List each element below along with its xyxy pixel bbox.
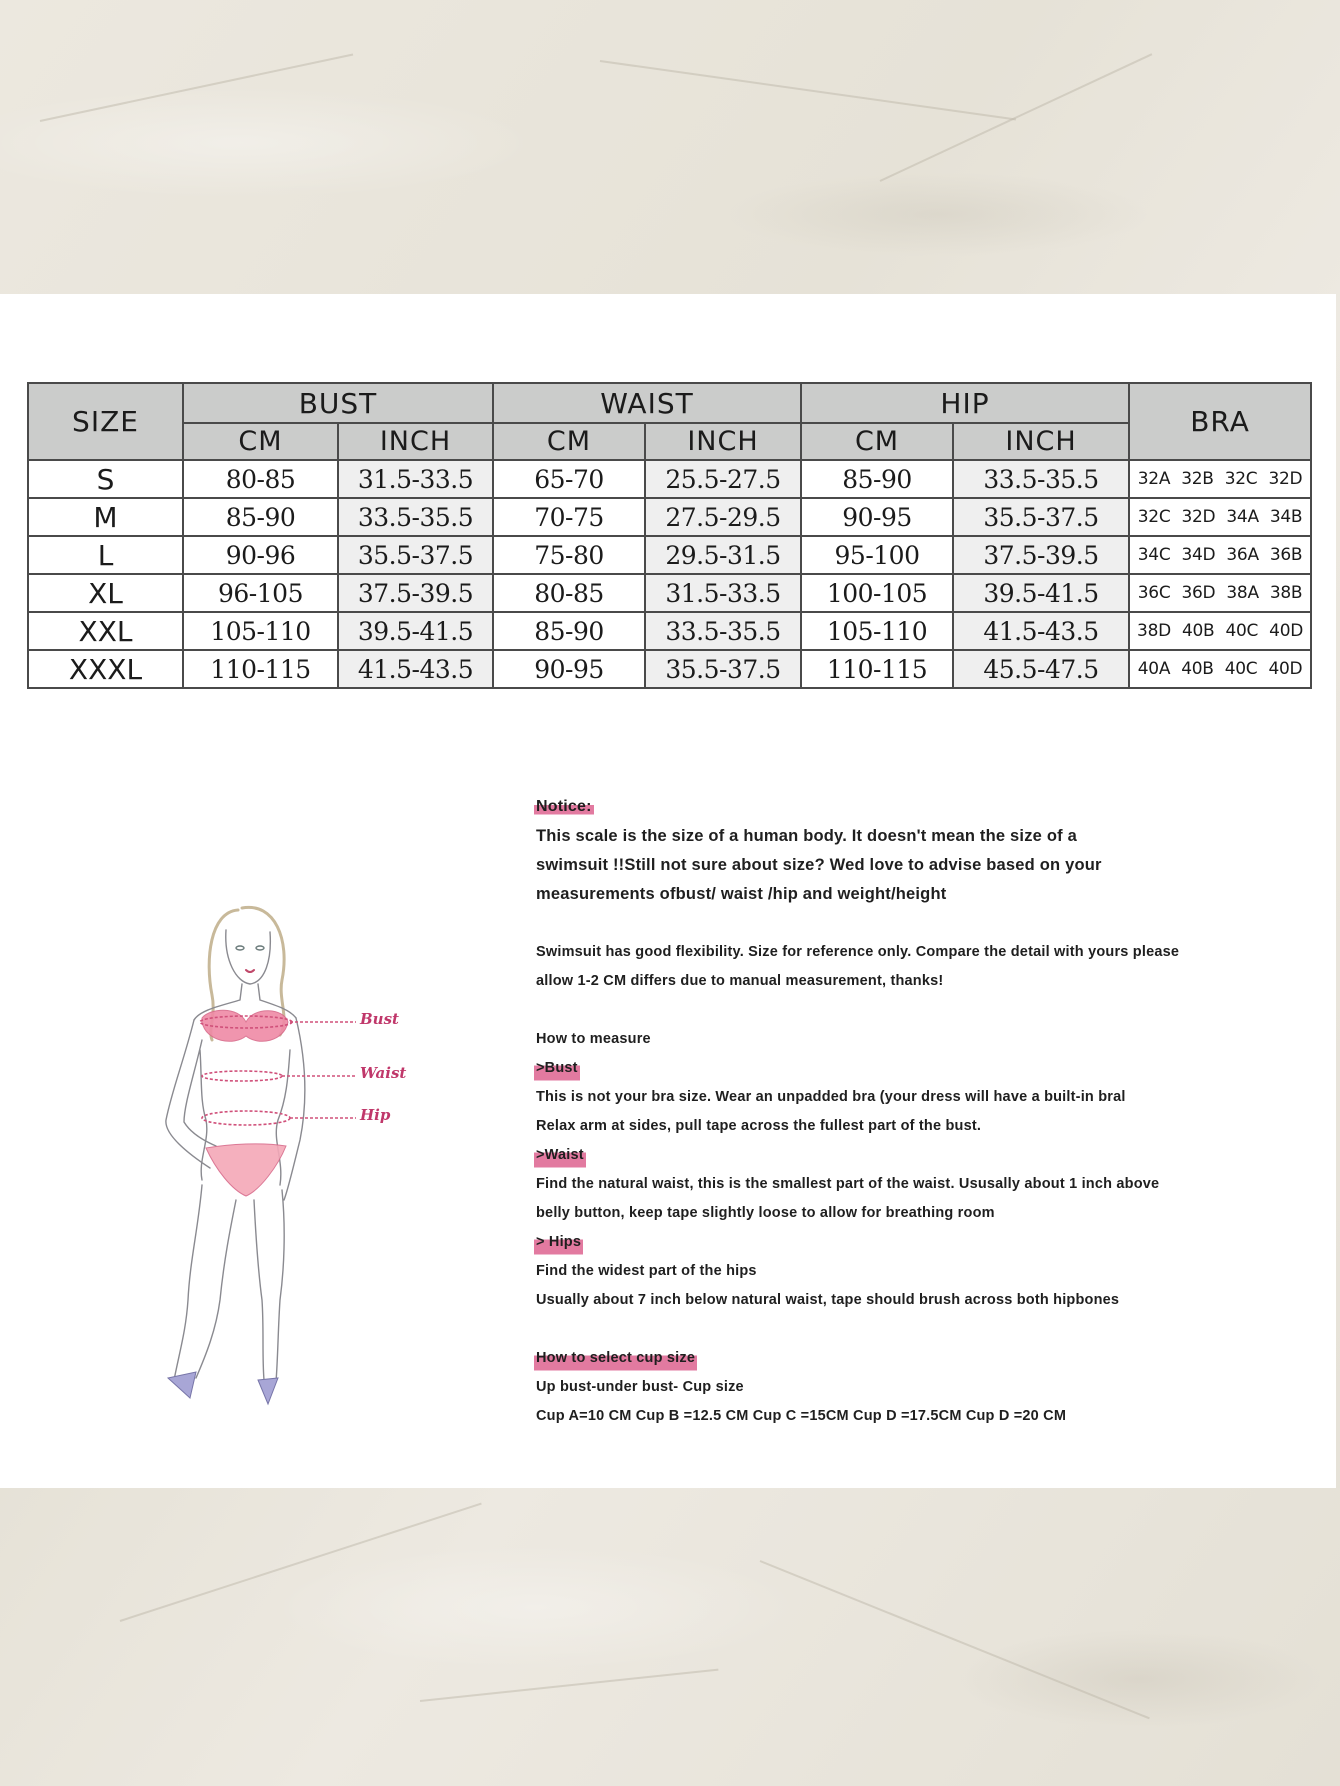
header-waist-inch: INCH bbox=[645, 423, 801, 460]
hip-inch: 35.5-37.5 bbox=[953, 498, 1129, 536]
hip-cm: 90-95 bbox=[801, 498, 953, 536]
waist-cm: 70-75 bbox=[493, 498, 645, 536]
size-label: M bbox=[28, 498, 183, 536]
background-texture bbox=[760, 1560, 1150, 1719]
hips-line: Usually about 7 inch below natural waist, tape should brush across both hipbones bbox=[536, 1292, 1120, 1308]
hips-line: Find the widest part of the hips bbox=[536, 1263, 757, 1279]
size-label: XL bbox=[28, 574, 183, 612]
hip-label: Hip bbox=[360, 1106, 391, 1124]
header-size: SIZE bbox=[28, 383, 183, 460]
background-texture bbox=[880, 53, 1153, 182]
bust-heading: >Bust bbox=[536, 1054, 580, 1083]
hip-cm: 110-115 bbox=[801, 650, 953, 688]
background-texture bbox=[420, 1669, 719, 1702]
hip-cm: 105-110 bbox=[801, 612, 953, 650]
how-to-measure-heading: How to measure bbox=[536, 1031, 651, 1047]
header-hip-cm: CM bbox=[801, 423, 953, 460]
background-texture bbox=[40, 53, 353, 121]
waist-heading: >Waist bbox=[536, 1141, 586, 1170]
bra-sizes: 38D 40B 40C 40D bbox=[1129, 612, 1311, 650]
bust-cm: 110-115 bbox=[183, 650, 338, 688]
cup-size-heading: How to select cup size bbox=[536, 1344, 697, 1373]
table-row bbox=[28, 574, 1311, 612]
notice-line: measurements ofbust/ waist /hip and weight/height bbox=[536, 885, 947, 903]
waist-cm: 65-70 bbox=[493, 460, 645, 498]
header-waist-cm: CM bbox=[493, 423, 645, 460]
waist-label: Waist bbox=[360, 1064, 407, 1082]
size-chart-table bbox=[27, 382, 1312, 689]
size-label: S bbox=[28, 460, 183, 498]
waist-line: Find the natural waist, this is the smallest part of the waist. Ususally about 1 inch above bbox=[536, 1176, 1160, 1192]
hip-inch: 33.5-35.5 bbox=[953, 460, 1129, 498]
notice-line: This scale is the size of a human body. It doesn't mean the size of a bbox=[536, 827, 1077, 845]
notice-line: swimsuit !!Still not sure about size? Wed love to advise based on your bbox=[536, 856, 1102, 874]
bust-inch: 39.5-41.5 bbox=[338, 612, 493, 650]
hip-cm: 100-105 bbox=[801, 574, 953, 612]
hip-inch: 37.5-39.5 bbox=[953, 536, 1129, 574]
body-measurement-illustration bbox=[150, 900, 450, 1410]
waist-cm: 90-95 bbox=[493, 650, 645, 688]
header-bust: BUST bbox=[183, 383, 493, 423]
bust-line: Relax arm at sides, pull tape across the fullest part of the bust. bbox=[536, 1118, 982, 1134]
flexibility-line: Swimsuit has good flexibility. Size for reference only. Compare the detail with yours please bbox=[536, 944, 1180, 960]
bust-cm: 85-90 bbox=[183, 498, 338, 536]
header-bra: BRA bbox=[1129, 383, 1311, 460]
bust-cm: 96-105 bbox=[183, 574, 338, 612]
bust-inch: 35.5-37.5 bbox=[338, 536, 493, 574]
bra-sizes: 34C 34D 36A 36B bbox=[1129, 536, 1311, 574]
waist-inch: 27.5-29.5 bbox=[645, 498, 801, 536]
cup-size-line: Cup A=10 CM Cup B =12.5 CM Cup C =15CM Cup D =17.5CM Cup D =20 CM bbox=[536, 1408, 1067, 1424]
header-hip-inch: INCH bbox=[953, 423, 1129, 460]
waist-cm: 85-90 bbox=[493, 612, 645, 650]
waist-inch: 29.5-31.5 bbox=[645, 536, 801, 574]
bust-line: This is not your bra size. Wear an unpadded bra (your dress will have a built-in bral bbox=[536, 1089, 1126, 1105]
bust-cm: 90-96 bbox=[183, 536, 338, 574]
background-texture bbox=[120, 1503, 482, 1622]
hip-cm: 95-100 bbox=[801, 536, 953, 574]
bust-label: Bust bbox=[360, 1010, 399, 1028]
bust-cm: 105-110 bbox=[183, 612, 338, 650]
size-label: XXL bbox=[28, 612, 183, 650]
waist-cm: 75-80 bbox=[493, 536, 645, 574]
waist-inch: 35.5-37.5 bbox=[645, 650, 801, 688]
background-texture bbox=[600, 60, 1016, 120]
waist-inch: 31.5-33.5 bbox=[645, 574, 801, 612]
bra-sizes: 40A 40B 40C 40D bbox=[1129, 650, 1311, 688]
hip-inch: 45.5-47.5 bbox=[953, 650, 1129, 688]
table-row bbox=[28, 460, 1311, 498]
table-row bbox=[28, 650, 1311, 688]
header-waist: WAIST bbox=[493, 383, 801, 423]
bra-sizes: 32C 32D 34A 34B bbox=[1129, 498, 1311, 536]
hip-inch: 39.5-41.5 bbox=[953, 574, 1129, 612]
cup-size-line: Up bust-under bust- Cup size bbox=[536, 1379, 744, 1395]
bust-inch: 31.5-33.5 bbox=[338, 460, 493, 498]
bra-sizes: 36C 36D 38A 38B bbox=[1129, 574, 1311, 612]
hip-inch: 41.5-43.5 bbox=[953, 612, 1129, 650]
waist-inch: 33.5-35.5 bbox=[645, 612, 801, 650]
bust-inch: 33.5-35.5 bbox=[338, 498, 493, 536]
woman-figure-icon bbox=[150, 900, 450, 1410]
table-row bbox=[28, 612, 1311, 650]
size-label: XXXL bbox=[28, 650, 183, 688]
notice-heading: Notice: bbox=[536, 798, 592, 815]
bust-inch: 37.5-39.5 bbox=[338, 574, 493, 612]
bust-inch: 41.5-43.5 bbox=[338, 650, 493, 688]
table-row bbox=[28, 498, 1311, 536]
header-hip: HIP bbox=[801, 383, 1129, 423]
header-bust-inch: INCH bbox=[338, 423, 493, 460]
header-bust-cm: CM bbox=[183, 423, 338, 460]
bust-cm: 80-85 bbox=[183, 460, 338, 498]
table-row bbox=[28, 536, 1311, 574]
size-label: L bbox=[28, 536, 183, 574]
bra-sizes: 32A 32B 32C 32D bbox=[1129, 460, 1311, 498]
waist-cm: 80-85 bbox=[493, 574, 645, 612]
hips-heading: > Hips bbox=[536, 1228, 583, 1257]
waist-line: belly button, keep tape slightly loose to allow for breathing room bbox=[536, 1205, 995, 1221]
waist-inch: 25.5-27.5 bbox=[645, 460, 801, 498]
flexibility-line: allow 1-2 CM differs due to manual measurement, thanks! bbox=[536, 973, 944, 989]
hip-cm: 85-90 bbox=[801, 460, 953, 498]
